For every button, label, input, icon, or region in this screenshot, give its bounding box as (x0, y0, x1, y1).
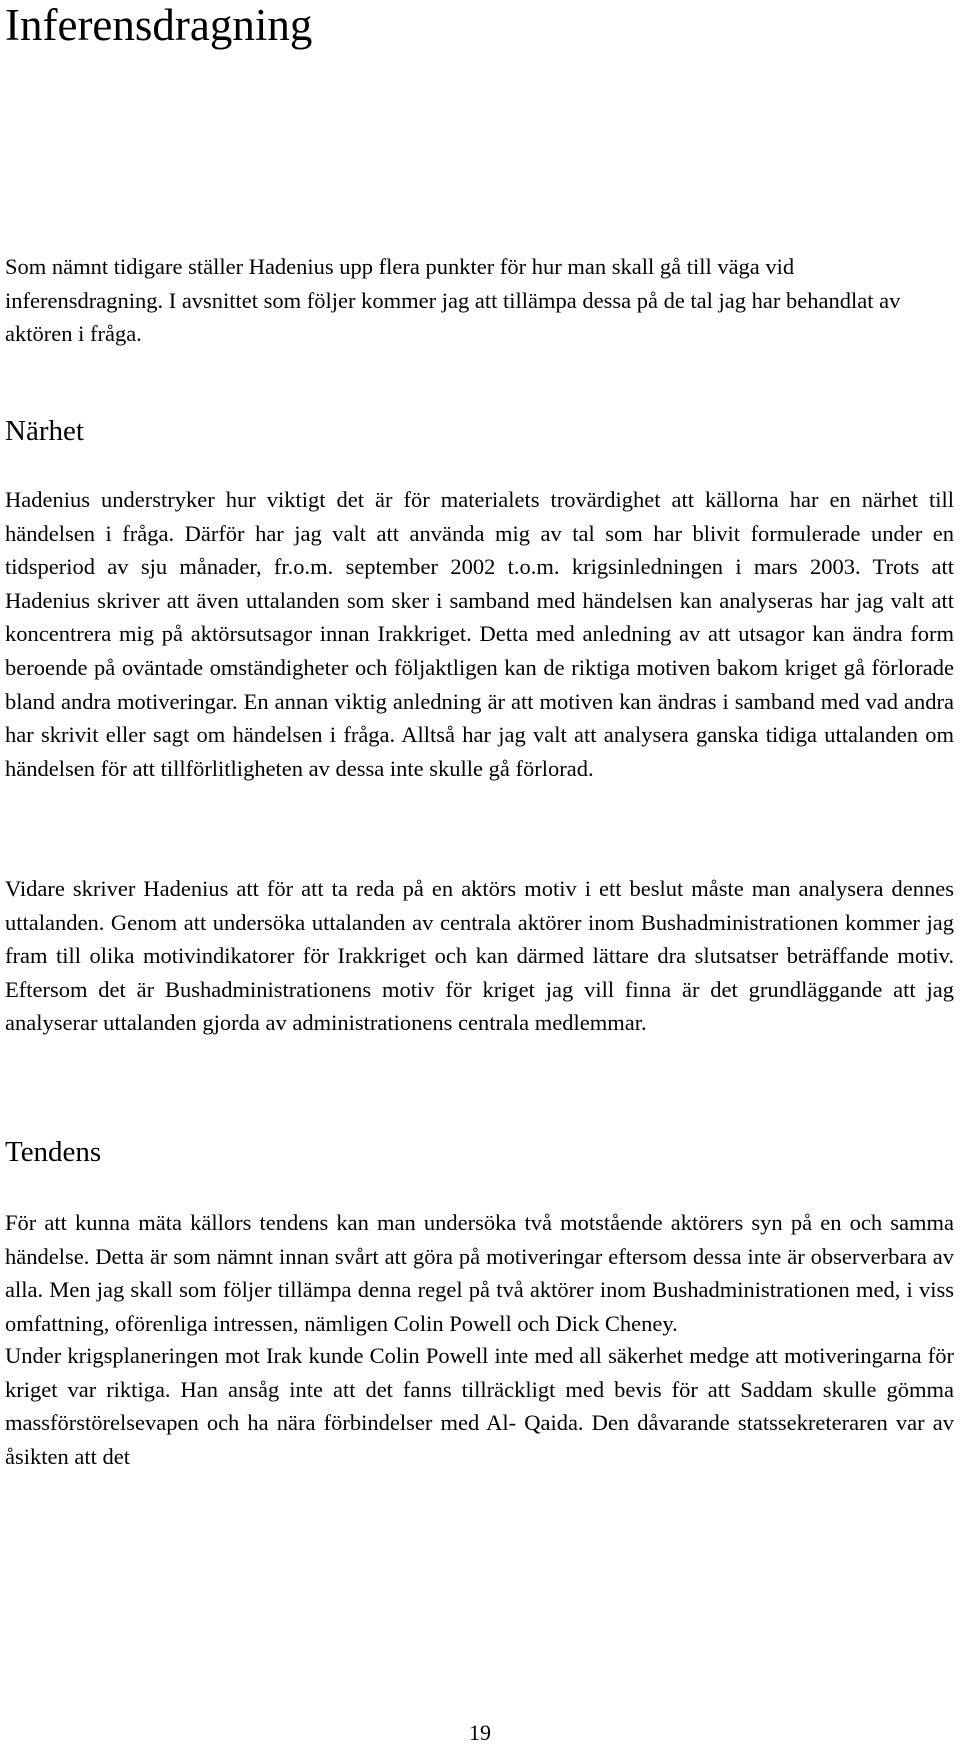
narhet-paragraph-1: Hadenius understryker hur viktigt det är för materialets trovärdighet att källorna har en närhet till händelsen i fråga. Därför har jag valt att använda mig av tal som har blivit formulerade under en tidsperiod av sju månader, fr.o.m. september 2002 t.o.m. krigsinledningen i mars 2003. Trots att Hadenius skriver att även uttalanden som sker i samband med händelsen kan analyseras har jag valt att koncentrera mig på aktörsutsagor innan Irakkriget. Detta med anledning av att utsagor kan ändra form beroende på oväntade omständigheter och följaktligen kan de riktiga motiven bakom kriget gå förlorade bland andra motiveringar. En annan viktig anledning är att motiven kan ändras i samband med vad andra har skrivit eller sagt om händelsen i fråga. Alltså har jag valt att analysera ganska tidiga uttalanden om händelsen för att tillförlitligheten av dessa inte skulle gå förlorad. (5, 487, 954, 781)
section-heading-narhet: Närhet (5, 415, 84, 447)
tendens-paragraph-2: Under krigsplaneringen mot Irak kunde Colin Powell inte med all säkerhet medge att motiveringarna för kriget var riktiga. Han ansåg inte att det fanns tillräckligt med bevis för att Saddam skulle gömma massförstörelsevapen och ha nära förbindelser med Al- Qaida. Den dåvarande statssekreteraren var av åsikten att det (5, 1343, 954, 1469)
tendens-paragraph-1: För att kunna mäta källors tendens kan man undersöka två motstående aktörers syn på en och samma händelse. Detta är som nämnt innan svårt att göra på motiveringar eftersom dessa inte är observerbara av alla. Men jag skall som följer tillämpa denna regel på två aktörer inom Bushadministrationen med, i viss omfattning, oförenliga intressen, nämligen Colin Powell och Dick Cheney. (5, 1210, 954, 1336)
page-number: 19 (469, 1720, 491, 1745)
section-heading-tendens: Tendens (5, 1136, 102, 1168)
narhet-paragraph-2: Vidare skriver Hadenius att för att ta reda på en aktörs motiv i ett beslut måste man analysera dennes uttalanden. Genom att undersöka uttalanden av centrala aktörer inom Bushadministrationen kommer jag fram till olika motivindikatorer för Irakkriget och kan därmed lättare dra slutsatser beträffande motiv. Eftersom det är Bushadministrationens motiv för kriget jag vill finna är det grundläggande att jag analyserar uttalanden gjorda av administrationens centrala medlemmar. (5, 876, 954, 1036)
intro-paragraph: Som nämnt tidigare ställer Hadenius upp flera punkter för hur man skall gå till väga vid inferensdragning. I avsnittet som följer kommer jag att tillämpa dessa på de tal jag har behandlat av aktören i fråga. (5, 254, 901, 347)
page-title: Inferensdragning (5, 0, 313, 50)
